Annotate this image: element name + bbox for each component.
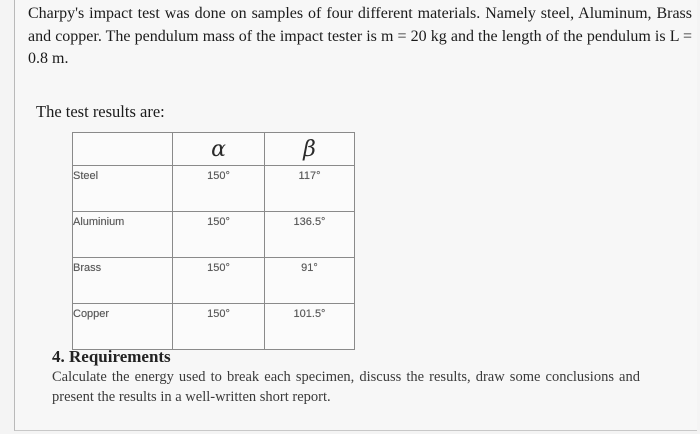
beta-cell: 136.5° xyxy=(265,212,355,258)
material-cell: Copper xyxy=(73,304,173,350)
table-row xyxy=(73,258,355,304)
results-label: The test results are: xyxy=(36,102,165,121)
material-cell: Steel xyxy=(73,166,173,212)
alpha-cell: 150° xyxy=(173,258,265,304)
intro-paragraph: Charpy's impact test was done on samples of four different materials. Namely steel, Aluminum, Brass and copper. The pendulum mass of the impact tester is m = 20 kg and the length of the pendulum is L = 0.8 m. xyxy=(28,5,692,67)
results-table xyxy=(72,132,355,350)
header-alpha: α xyxy=(173,133,265,166)
requirements-title: 4. Requirements xyxy=(52,347,171,366)
header-beta: β xyxy=(265,133,355,166)
header-material xyxy=(73,133,173,166)
table-row xyxy=(73,212,355,258)
beta-cell: 91° xyxy=(265,258,355,304)
table-row xyxy=(73,304,355,350)
requirements-text: Calculate the energy used to break each specimen, discuss the results, draw some conclusions and present the results in a well-written short report. xyxy=(52,369,640,405)
alpha-cell: 150° xyxy=(173,166,265,212)
alpha-cell: 150° xyxy=(173,304,265,350)
table-row xyxy=(73,166,355,212)
material-cell: Brass xyxy=(73,258,173,304)
material-cell: Aluminium xyxy=(73,212,173,258)
beta-cell: 101.5° xyxy=(265,304,355,350)
beta-cell: 117° xyxy=(265,166,355,212)
alpha-cell: 150° xyxy=(173,212,265,258)
table-header-row xyxy=(73,133,355,166)
